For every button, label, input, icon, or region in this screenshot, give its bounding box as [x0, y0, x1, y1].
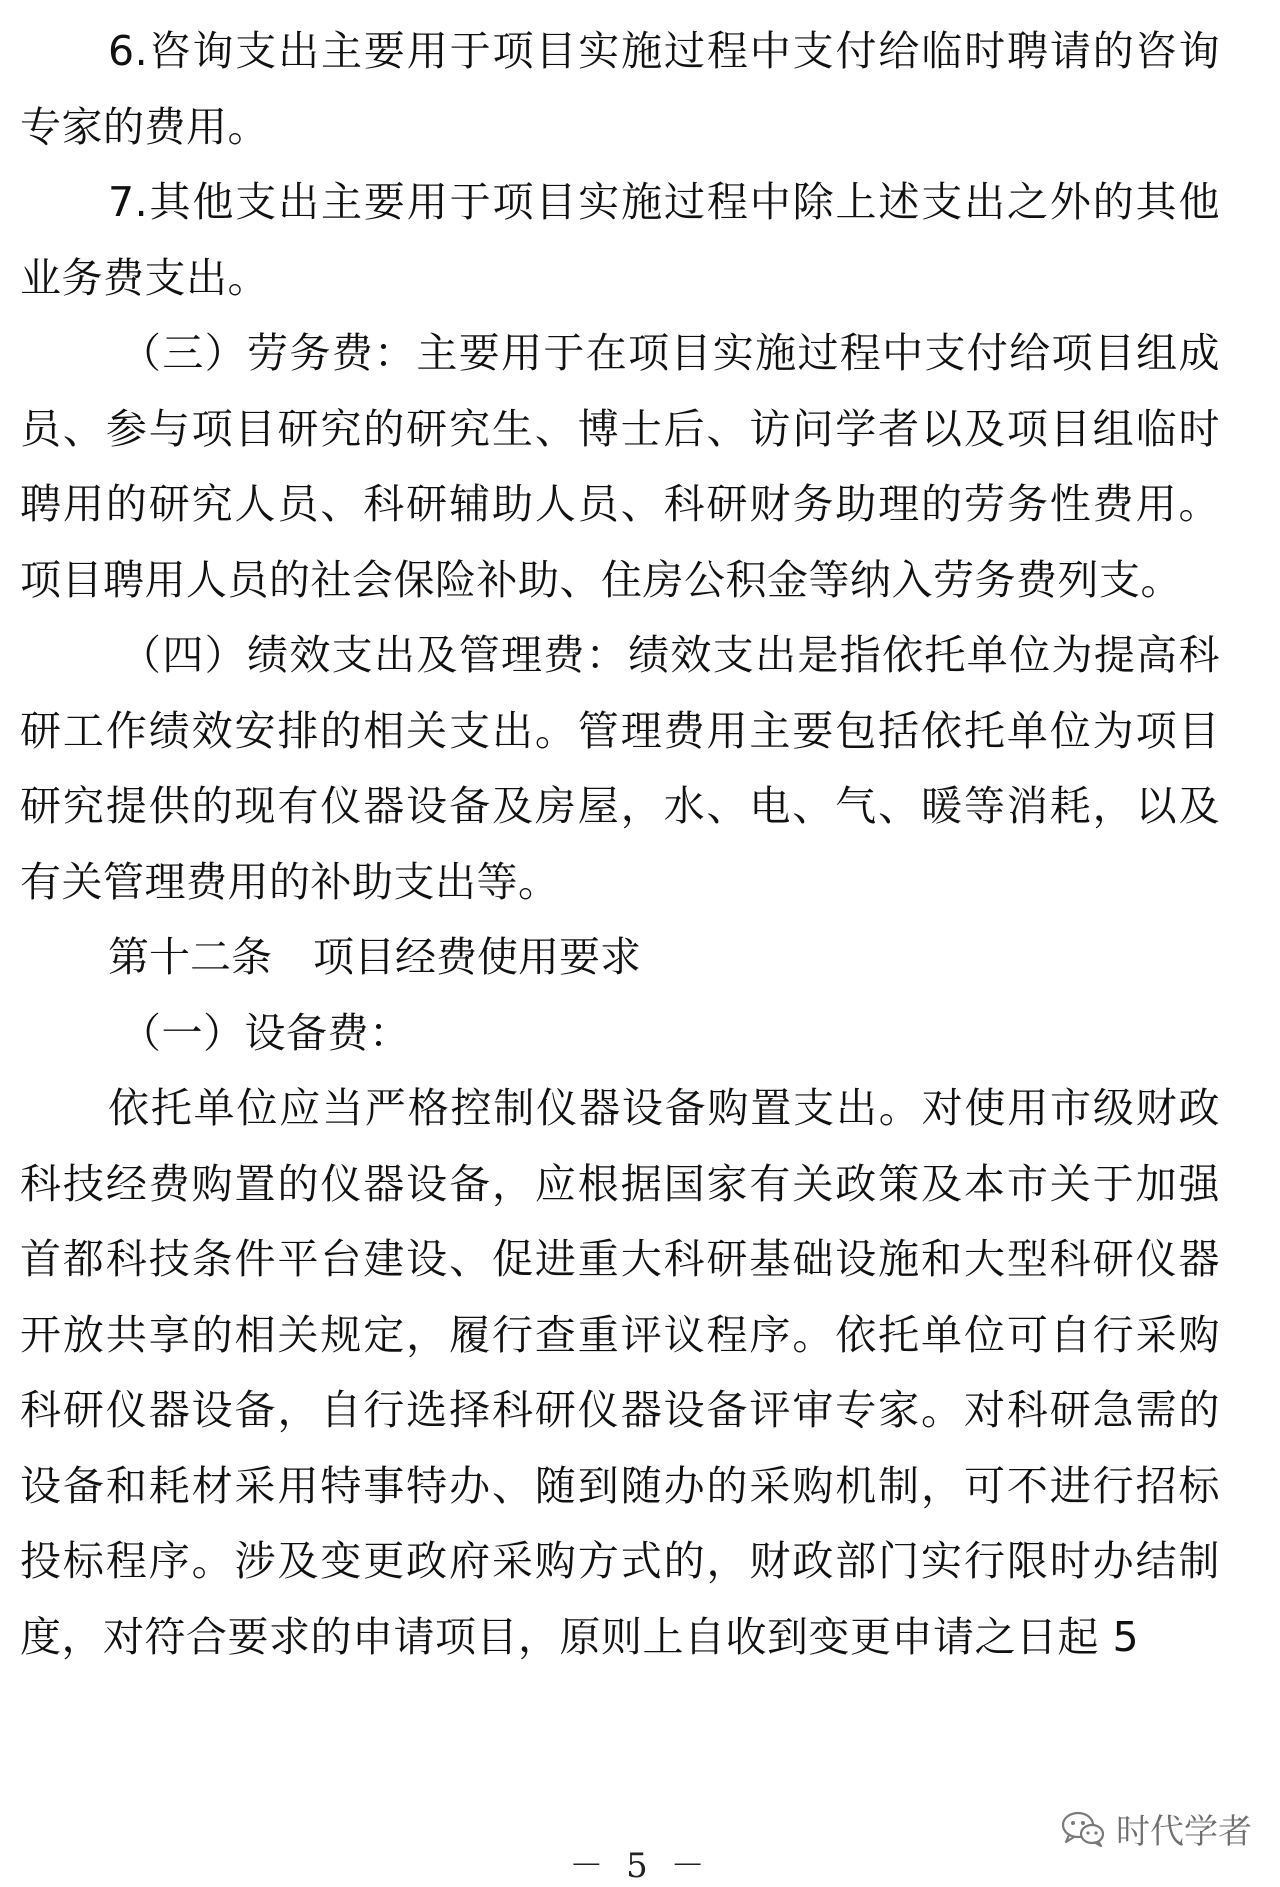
paragraph-performance-management-fee: （四）绩效支出及管理费：绩效支出是指依托单位为提高科研工作绩效安排的相关支出。管理费用主要包括依托单位为项目研究提供的现有仪器设备及房屋，水、电、气、暖等消耗，以及有关管理费用的补助支出等。 — [20, 631, 1220, 906]
article-12-heading: 第十二条 项目经费使用要求 — [108, 933, 641, 981]
paragraph-other-expense: 7.其他支出主要用于项目实施过程中除上述支出之外的其他业务费支出。 — [20, 178, 1220, 302]
document-body — [20, 14, 1220, 1675]
paragraph-labor-fee: （三）劳务费：主要用于在项目实施过程中支付给项目组成员、参与项目研究的研究生、博士后、访问学者以及项目组临时聘用的研究人员、科研辅助人员、科研财务助理的劳务性费用。项目聘用人员的社会保险补助、住房公积金等纳入劳务费列支。 — [20, 329, 1220, 604]
section-equipment-heading: （一）设备费： — [120, 1008, 411, 1057]
page-number: － 5 － — [569, 1846, 711, 1886]
watermark-text: 时代学者 — [1116, 1812, 1252, 1852]
paragraph-consulting-expense: 6.咨询支出主要用于项目实施过程中支付给临时聘请的咨询专家的费用。 — [20, 27, 1220, 151]
paragraph-equipment-requirements: 依托单位应当严格控制仪器设备购置支出。对使用市级财政科技经费购置的仪器设备，应根据国家有关政策及本市关于加强首都科技条件平台建设、促进重大科研基础设施和大型科研仪器开放共享的相关规定，履行查重评议程序。依托单位可自行采购科研仪器设备，自行选择科研仪器设备评审专家。对科研急需的设备和耗材采用特事特办、随到随办的采购机制，可不进行招标投标程序。涉及变更政府采购方式的，财政部门实行限时办结制度，对符合要求的申请项目，原则上自收到变更申请之日起 5 — [20, 1084, 1220, 1661]
